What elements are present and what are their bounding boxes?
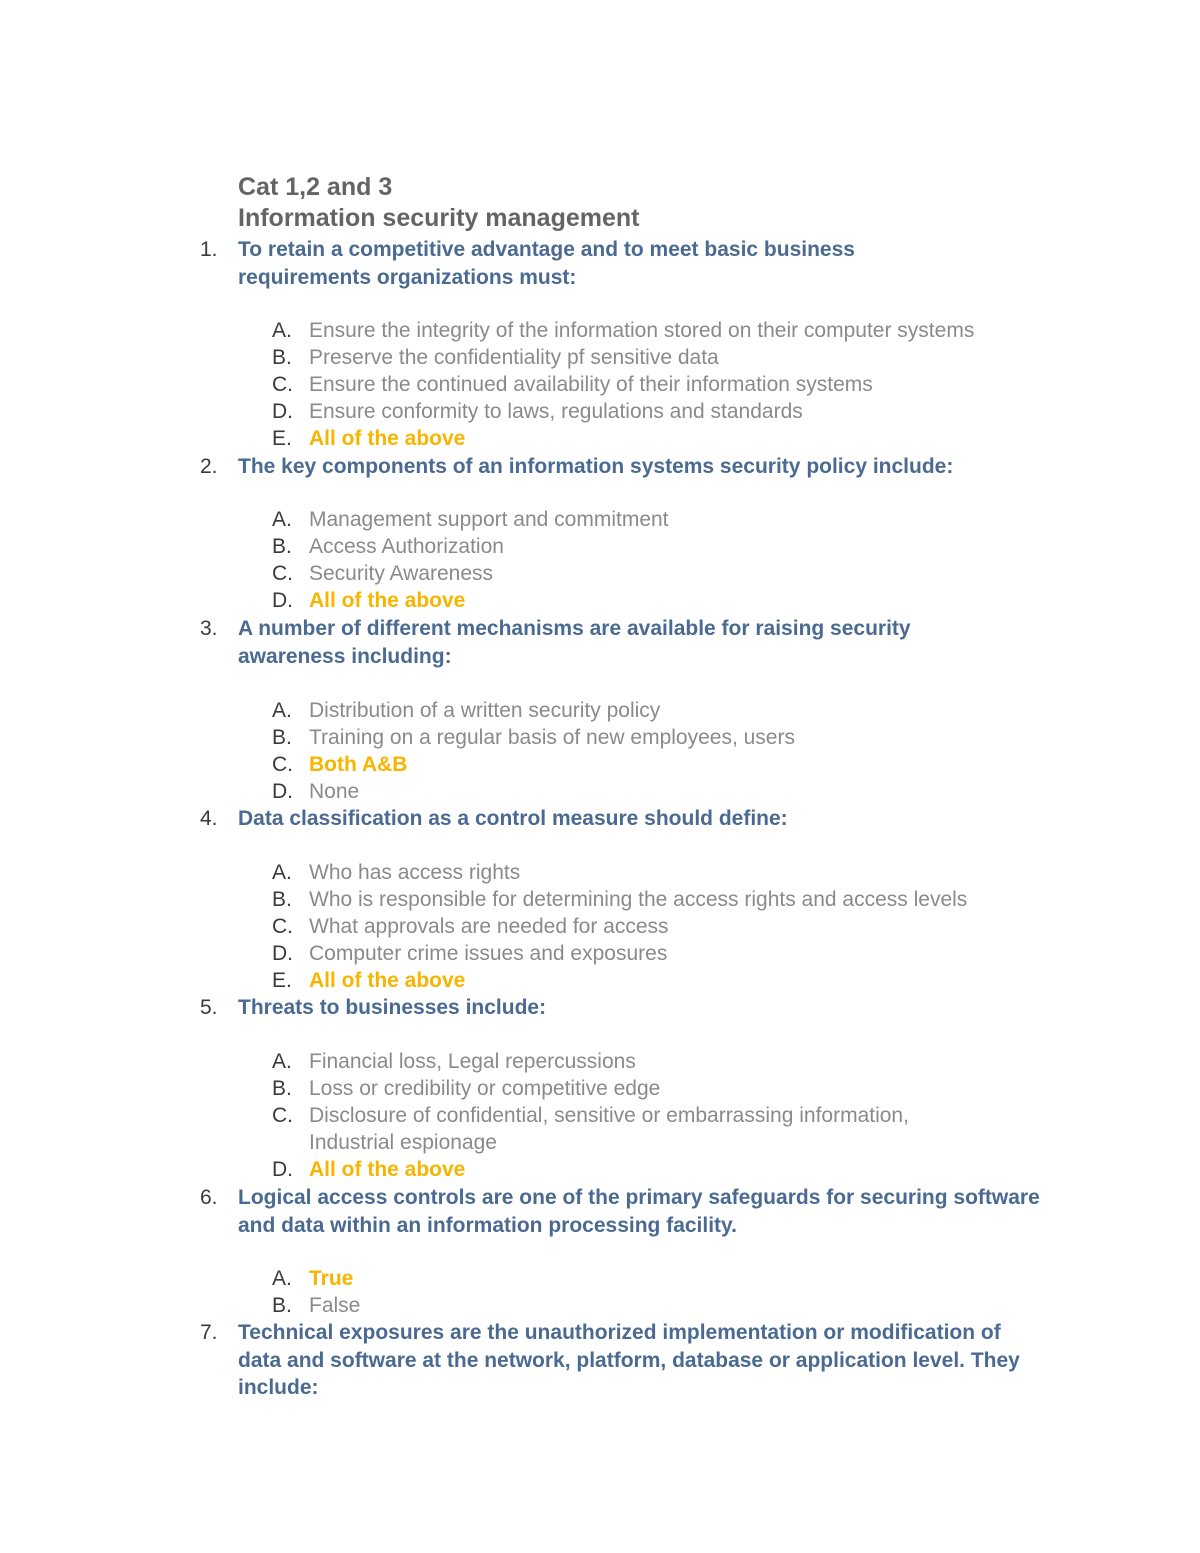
option-letter: C. — [272, 753, 293, 776]
option — [272, 1102, 992, 1156]
question-number: 4. — [200, 807, 218, 830]
option-letter: A. — [272, 1050, 292, 1073]
option — [272, 317, 1072, 344]
document-title: Cat 1,2 and 3 — [238, 173, 393, 201]
option-list — [272, 697, 1072, 805]
option — [272, 1292, 1072, 1319]
correct-option — [272, 967, 1072, 994]
option — [272, 1048, 992, 1075]
option — [272, 859, 1072, 886]
option — [272, 940, 1072, 967]
option-text: Distribution of a written security policy — [309, 699, 661, 722]
option-letter: B. — [272, 1077, 292, 1100]
question-number: 3. — [200, 617, 218, 640]
option-text: All of the above — [309, 427, 466, 450]
option-letter: E. — [272, 969, 292, 992]
option — [272, 398, 1072, 425]
option-text: False — [309, 1294, 361, 1317]
question — [200, 453, 1080, 481]
option-text: Loss or credibility or competitive edge — [309, 1077, 661, 1100]
option-text: Both A&B — [309, 753, 408, 776]
question-text: A number of different mechanisms are available for raising security awareness including: — [238, 617, 911, 668]
option-letter: D. — [272, 780, 293, 803]
option — [272, 886, 1072, 913]
question — [200, 615, 1080, 670]
option-letter: D. — [272, 1158, 293, 1181]
option-letter: A. — [272, 508, 292, 531]
option — [272, 724, 1072, 751]
option-text: Preserve the confidentiality pf sensitive data — [309, 346, 719, 369]
question — [200, 1319, 1080, 1402]
option-letter: B. — [272, 1294, 292, 1317]
option-letter: D. — [272, 942, 293, 965]
option-letter: A. — [272, 699, 292, 722]
question — [200, 805, 1080, 833]
option-text: All of the above — [309, 589, 466, 612]
option-letter: B. — [272, 726, 292, 749]
question-number: 1. — [200, 238, 218, 261]
question-text: Technical exposures are the unauthorized implementation or modification of data and software at the network, platform, database or application level. They include: — [238, 1321, 1020, 1399]
option-text: Ensure conformity to laws, regulations and standards — [309, 400, 803, 423]
question-number: 7. — [200, 1321, 218, 1344]
option-letter: C. — [272, 1104, 293, 1127]
option-text: Ensure the continued availability of their information systems — [309, 373, 873, 396]
correct-option — [272, 587, 1072, 614]
option — [272, 913, 1072, 940]
option-text: All of the above — [309, 969, 466, 992]
option-letter: E. — [272, 427, 292, 450]
option-text: All of the above — [309, 1158, 466, 1181]
question-number: 5. — [200, 996, 218, 1019]
option-text: Who is responsible for determining the access rights and access levels — [309, 888, 968, 911]
option — [272, 697, 1072, 724]
option-text: None — [309, 780, 360, 803]
option — [272, 533, 1072, 560]
option-list — [272, 859, 1072, 994]
option-letter: A. — [272, 1267, 292, 1290]
option-letter: D. — [272, 589, 293, 612]
option-letter: C. — [272, 562, 293, 585]
option-text: Access Authorization — [309, 535, 504, 558]
option-list — [272, 1048, 992, 1183]
option-letter: C. — [272, 915, 293, 938]
option-text: What approvals are needed for access — [309, 915, 669, 938]
option-text: Who has access rights — [309, 861, 521, 884]
option-letter: A. — [272, 861, 292, 884]
option-list — [272, 506, 1072, 614]
option-letter: B. — [272, 888, 292, 911]
question — [200, 236, 1080, 291]
question — [200, 1184, 1080, 1239]
question-text: Threats to businesses include: — [238, 996, 547, 1019]
option — [272, 506, 1072, 533]
document-subtitle: Information security management — [238, 204, 640, 232]
question-text: The key components of an information systems security policy include: — [238, 455, 954, 478]
option-letter: B. — [272, 346, 292, 369]
correct-option — [272, 1156, 992, 1183]
option — [272, 1075, 992, 1102]
question-text: To retain a competitive advantage and to meet basic business requirements organizations must: — [238, 238, 855, 289]
option-text: Training on a regular basis of new employees, users — [309, 726, 795, 749]
option-text: Financial loss, Legal repercussions — [309, 1050, 636, 1073]
option — [272, 344, 1072, 371]
option — [272, 371, 1072, 398]
question — [200, 994, 1080, 1022]
option-letter: A. — [272, 319, 292, 342]
option — [272, 778, 1072, 805]
option-text: Computer crime issues and exposures — [309, 942, 668, 965]
question-text: Logical access controls are one of the primary safeguards for securing software and data within an information processing facility. — [238, 1186, 1040, 1237]
option-letter: B. — [272, 535, 292, 558]
option-text: Ensure the integrity of the information stored on their computer systems — [309, 319, 975, 342]
option-text: True — [309, 1267, 354, 1290]
correct-option — [272, 425, 1072, 452]
option-letter: C. — [272, 373, 293, 396]
document-title-block — [238, 172, 639, 234]
option-text: Security Awareness — [309, 562, 494, 585]
question-number: 2. — [200, 455, 218, 478]
option-letter: D. — [272, 400, 293, 423]
option-text: Management support and commitment — [309, 508, 669, 531]
option-text: Disclosure of confidential, sensitive or embarrassing information, Industrial espionage — [309, 1104, 909, 1154]
option-list — [272, 1265, 1072, 1319]
correct-option — [272, 1265, 1072, 1292]
correct-option — [272, 751, 1072, 778]
question-number: 6. — [200, 1186, 218, 1209]
option — [272, 560, 1072, 587]
question-text: Data classification as a control measure should define: — [238, 807, 788, 830]
option-list — [272, 317, 1072, 452]
